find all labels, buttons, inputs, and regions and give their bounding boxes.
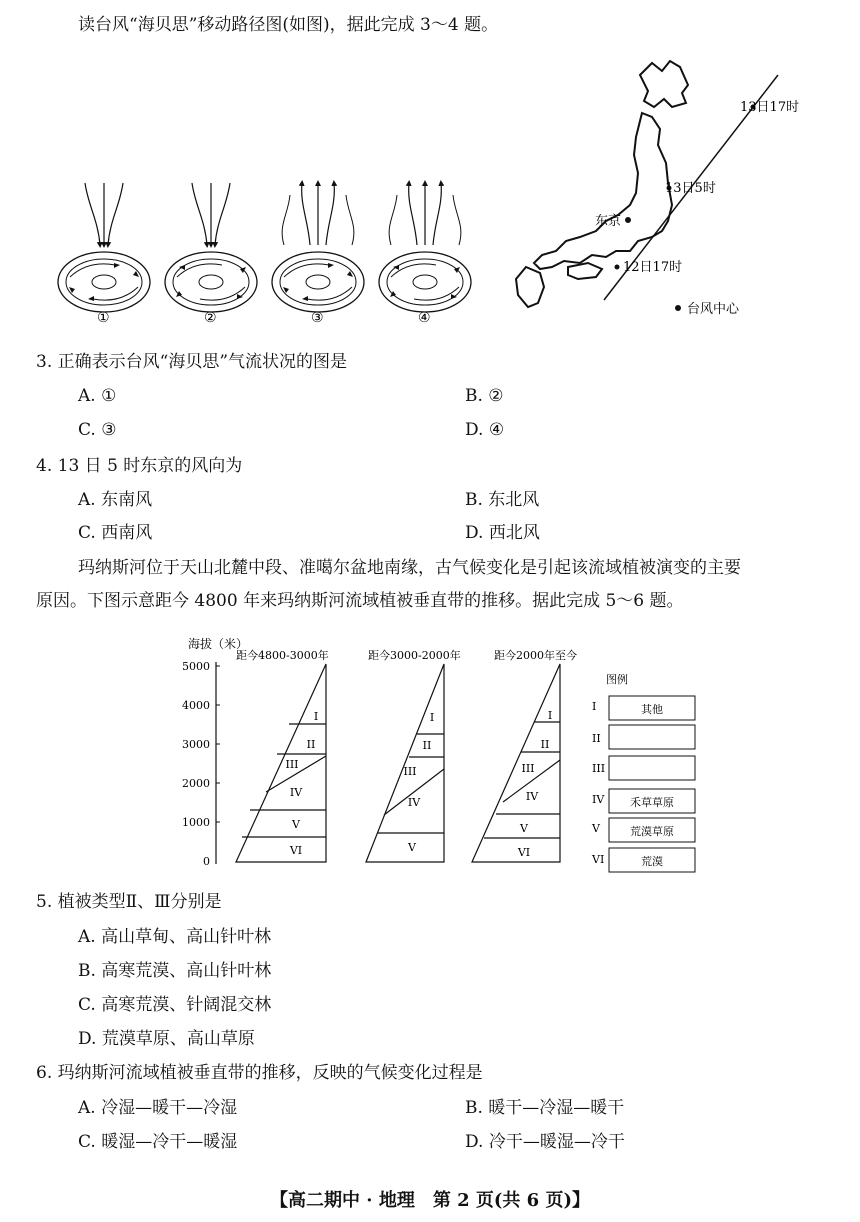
svg-text:II: II [306, 738, 316, 751]
q5-option-a[interactable]: A. 高山草甸、高山针叶林 [78, 927, 272, 947]
q6-option-c[interactable]: C. 暖湿—冷干—暖湿 [78, 1132, 238, 1152]
legend-text-6: 荒漠 [641, 855, 663, 868]
tokyo-label: 东京 [595, 214, 622, 229]
passage-5-6-line2: 原因。下图示意距今 4800 年来玛纳斯河流域植被垂直带的推移。据此完成 5～6 题。 [36, 591, 684, 611]
intro-3-4: 读台风“海贝思”移动路径图(如图)，据此完成 3～4 题。 [78, 15, 499, 35]
y-tick-0: 0 [203, 855, 210, 868]
panel-label-3: ③ [311, 310, 324, 326]
zone-triangle-1 [236, 664, 326, 862]
airflow-panel-4 [379, 183, 471, 312]
legend-title: 图例 [606, 673, 628, 686]
q5-stem: 5. 植被类型Ⅱ、Ⅲ分别是 [36, 892, 222, 912]
svg-text:V: V [292, 818, 300, 831]
time-label-12-17: 12日17时 [623, 260, 683, 275]
airflow-panel-3 [272, 183, 364, 312]
q6-option-d[interactable]: D. 冷干—暖湿—冷干 [465, 1132, 625, 1152]
panel-label-4: ④ [418, 310, 431, 326]
passage-5-6-line1: 玛纳斯河位于天山北麓中段、准噶尔盆地南缘，古气候变化是引起该流域植被演变的主要 [78, 558, 741, 578]
q4-option-c[interactable]: C. 西南风 [78, 523, 153, 543]
time-label-13-5: 13日5时 [665, 181, 716, 196]
zone-triangle-3 [472, 664, 560, 862]
svg-text:IV: IV [289, 786, 303, 799]
q4-stem: 4. 13 日 5 时东京的风向为 [36, 456, 243, 476]
q4-option-b[interactable]: B. 东北风 [465, 490, 540, 510]
q5-option-c[interactable]: C. 高寒荒漠、针阔混交林 [78, 995, 272, 1015]
svg-text:I: I [313, 710, 319, 723]
time-label-13-17: 13日17时 [740, 100, 800, 115]
svg-text:VI: VI [517, 846, 531, 859]
y-tick-1000: 1000 [182, 816, 210, 829]
q3-stem: 3. 正确表示台风“海贝思”气流状况的图是 [36, 352, 348, 372]
q5-option-b[interactable]: B. 高寒荒漠、高山针叶林 [78, 961, 272, 981]
period-label-1: 距今4800-3000年 [236, 649, 329, 662]
legend-text-5: 荒漠草原 [630, 825, 674, 838]
airflow-panel-2 [165, 183, 257, 312]
legend-text-4: 禾草草原 [630, 796, 674, 809]
q4-option-a[interactable]: A. 东南风 [78, 490, 153, 510]
typhoon-center-legend: 台风中心 [687, 302, 740, 317]
q6-stem: 6. 玛纳斯河流域植被垂直带的推移，反映的气候变化过程是 [36, 1063, 483, 1083]
vegetation-zone-figure [180, 632, 720, 877]
legend-id-1: I [592, 700, 597, 713]
zone-triangle-2 [366, 664, 444, 862]
tokyo-marker [625, 217, 631, 223]
svg-text:II: II [422, 739, 432, 752]
svg-text:III: III [521, 762, 535, 775]
legend-id-2: II [592, 732, 601, 745]
q3-option-b[interactable]: B. ② [465, 386, 504, 406]
typhoon-center-legend-dot [675, 305, 681, 311]
svg-text:IV: IV [407, 796, 421, 809]
period-label-3: 距今2000年至今 [494, 649, 577, 662]
legend-id-6: VI [592, 853, 605, 866]
q6-option-b[interactable]: B. 暖干—冷湿—暖干 [465, 1098, 625, 1118]
q4-option-d[interactable]: D. 西北风 [465, 523, 540, 543]
legend-id-3: III [592, 762, 606, 775]
q3-option-a[interactable]: A. ① [78, 386, 117, 406]
svg-text:III: III [285, 758, 299, 771]
panel-label-2: ② [204, 310, 217, 326]
svg-text:I: I [547, 709, 553, 722]
y-tick-2000: 2000 [182, 777, 210, 790]
svg-text:V: V [520, 822, 528, 835]
y-axis-title: 海拔（米） [188, 637, 249, 651]
q3-option-d[interactable]: D. ④ [465, 420, 505, 440]
q6-option-a[interactable]: A. 冷湿—暖干—冷湿 [78, 1098, 238, 1118]
page-footer: 【高二期中 · 地理 第 2 页(共 6 页)】 [270, 1190, 590, 1211]
q5-option-d[interactable]: D. 荒漠草原、高山草原 [78, 1029, 255, 1049]
legend [591, 696, 695, 872]
svg-text:II: II [540, 738, 550, 751]
svg-text:III: III [403, 765, 417, 778]
panel-label-1: ① [97, 310, 110, 326]
q3-option-c[interactable]: C. ③ [78, 420, 117, 440]
typhoon-figure [40, 55, 820, 345]
svg-text:I: I [429, 711, 435, 724]
legend-text-1: 其他 [641, 703, 663, 716]
period-label-2: 距今3000-2000年 [368, 649, 461, 662]
legend-id-4: IV [592, 793, 605, 806]
svg-text:VI: VI [289, 844, 303, 857]
airflow-panel-1 [58, 183, 150, 312]
y-tick-5000: 5000 [182, 660, 210, 673]
y-tick-3000: 3000 [182, 738, 210, 751]
y-tick-4000: 4000 [182, 699, 210, 712]
legend-id-5: V [592, 822, 600, 835]
svg-text:V: V [408, 841, 416, 854]
svg-text:IV: IV [525, 790, 539, 803]
